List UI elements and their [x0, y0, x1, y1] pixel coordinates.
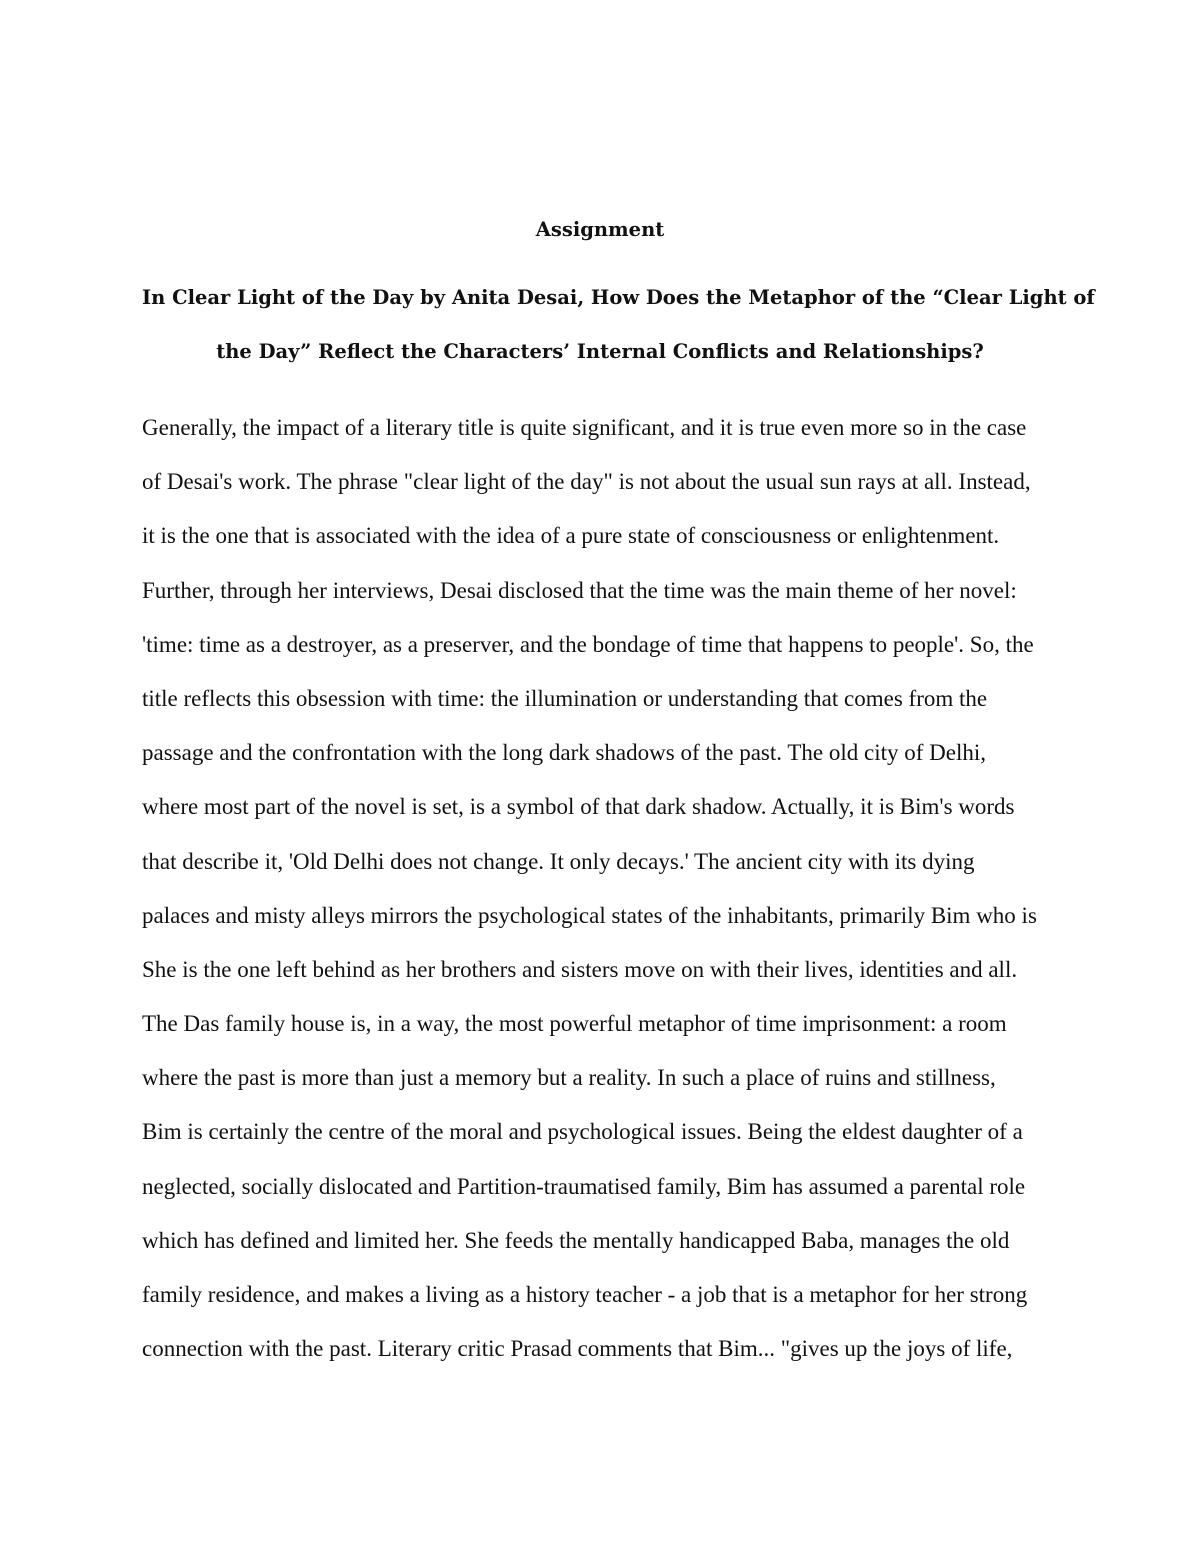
page-title: Assignment [535, 218, 665, 241]
body-line: passage and the confrontation with the long dark shadows of the past. The old city of Delhi, [142, 740, 986, 766]
body-line: family residence, and makes a living as a history teacher - a job that is a metaphor for her strong [142, 1282, 1028, 1307]
body-line: connection with the past. Literary critic Prasad comments that Bim... "gives up the joys of life, [142, 1336, 1013, 1362]
body-line: where most part of the novel is set, is a symbol of that dark shadow. Actually, it is Bim's words [142, 794, 1015, 820]
body-line: it is the one that is associated with the idea of a pure state of consciousness or enlightenment. [142, 523, 1000, 549]
body-line: Bim is certainly the centre of the moral and psychological issues. Being the eldest daughter of a [142, 1119, 1023, 1145]
body-line: neglected, socially dislocated and Partition-traumatised family, Bim has assumed a parental role [142, 1173, 1026, 1199]
heading-line: the Day” Reflect the Characters’ Internal Conflicts and Relationships? [216, 340, 984, 363]
body-line: Further, through her interviews, Desai disclosed that the time was the main theme of her novel: [142, 577, 1017, 603]
body-line: She is the one left behind as her brothers and sisters move on with their lives, identities and all. [142, 956, 1018, 982]
body-line: Generally, the impact of a literary title is quite significant, and it is true even more so in the case [142, 415, 1027, 440]
body-line: which has defined and limited her. She feeds the mentally handicapped Baba, manages the old [142, 1227, 1010, 1253]
body-line: 'time: time as a destroyer, as a preserver, and the bondage of time that happens to people'. So, the [142, 631, 1034, 657]
body-line: palaces and misty alleys mirrors the psychological states of the inhabitants, primarily Bim who is [142, 902, 1037, 928]
body-line: that describe it, 'Old Delhi does not change. It only decays.' The ancient city with its dying [142, 848, 975, 874]
body-line: title reflects this obsession with time: the illumination or understanding that comes from the [142, 685, 988, 711]
body-line: of Desai's work. The phrase "clear light of the day" is not about the usual sun rays at all. Instead, [142, 469, 1031, 495]
heading-line: In Clear Light of the Day by Anita Desai, How Does the Metaphor of the “Clear Light of [142, 286, 1095, 309]
essay-question-heading [142, 282, 1095, 390]
body-paragraph [142, 412, 1072, 1387]
body-line: The Das family house is, in a way, the most powerful metaphor of time imprisonment: a room [142, 1011, 1007, 1037]
body-line: where the past is more than just a memory but a reality. In such a place of ruins and stillness, [142, 1065, 996, 1091]
